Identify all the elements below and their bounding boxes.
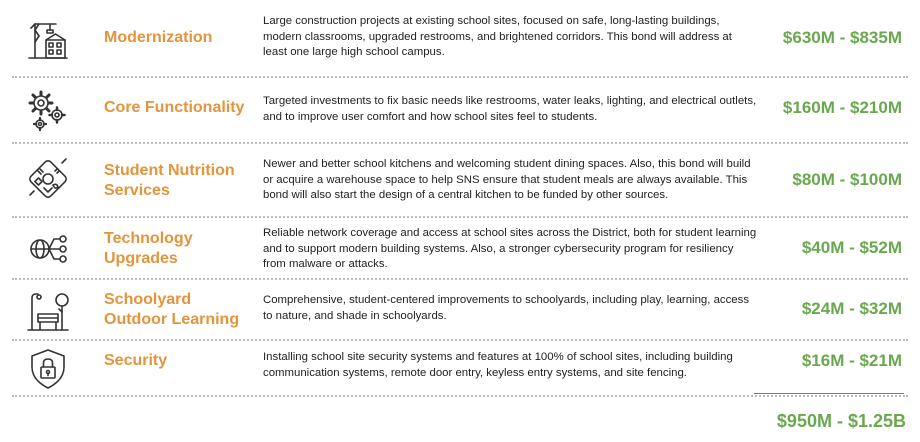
category-label: Security (104, 352, 168, 369)
bond-category-table (12, 0, 908, 397)
amount-range: $80M - $100M (792, 170, 902, 189)
category-label: Student Nutrition Services (104, 162, 235, 199)
category-label: Technology Upgrades (104, 230, 193, 267)
category-description: Comprehensive, student-centered improvements to schoolyards, including play, learning, access to nature, and shade in schoolyards. (263, 294, 750, 322)
amount-range: $630M - $835M (782, 28, 902, 47)
category-description: Large construction projects at existing school sites, focused on safe, long-lasting buildings, modern classrooms, upgraded restrooms, and brightened corridors. This bond will address at least one large high school campus. (263, 15, 732, 58)
gears-icon (26, 88, 70, 132)
total-amount: $950M - $1.25B (776, 411, 906, 431)
table-row (12, 144, 908, 218)
shield-lock-icon (26, 347, 70, 391)
network-globe-icon (26, 227, 70, 271)
category-label: Modernization (104, 29, 213, 46)
category-description: Newer and better school kitchens and welcoming student dining spaces. Also, this bond will build or acquire a warehouse space to help SNS ensure that student meals are always available. This bond will also start the design of a central kitchen to be funded by other sources. (263, 158, 751, 201)
category-label: Schoolyard Outdoor Learning (104, 291, 240, 328)
total-divider (754, 393, 904, 394)
table-row (12, 78, 908, 144)
food-tray-icon (26, 157, 70, 201)
category-description: Targeted investments to fix basic needs like restrooms, water leaks, lighting, and electrical outlets, and to improve user comfort and how school sites feel to students. (263, 95, 757, 123)
category-label: Core Functionality (104, 99, 245, 116)
category-description: Installing school site security systems and features at 100% of school sites, including building communication systems, remote door entry, keyless entry systems, and site fencing. (263, 351, 733, 379)
table-row (12, 0, 908, 78)
category-description: Reliable network coverage and access at school sites across the District, both for student learning and to support modern building systems. Also, a stronger cybersecurity program for resiliency from malware or attacks. (263, 227, 757, 270)
amount-range: $16M - $21M (801, 351, 902, 370)
amount-range: $160M - $210M (782, 98, 902, 117)
table-row (12, 280, 908, 341)
amount-range: $40M - $52M (801, 238, 902, 257)
amount-range: $24M - $32M (801, 299, 902, 318)
table-row (12, 218, 908, 280)
table-row (12, 341, 908, 397)
park-bench-icon (26, 288, 70, 332)
construction-crane-icon (26, 16, 70, 60)
